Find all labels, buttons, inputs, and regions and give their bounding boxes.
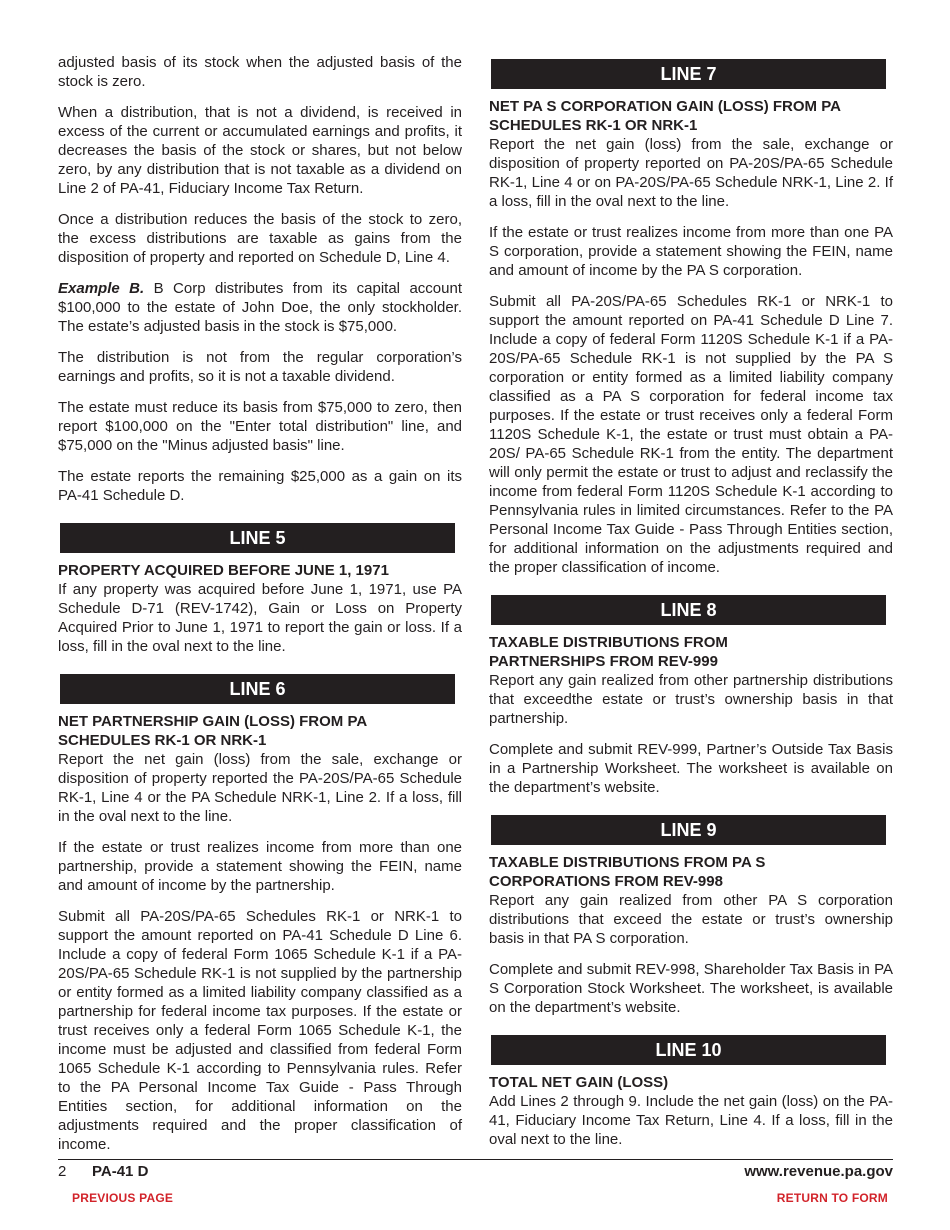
- body-paragraph: Complete and submit REV-999, Partner’s Outside Tax Basis in a Partnership Worksheet. The worksheet is available on the department’s website.: [489, 741, 893, 796]
- body-paragraph: adjusted basis of its stock when the adjusted basis of the stock is zero.: [58, 54, 462, 90]
- body-paragraph: The estate reports the remaining $25,000 as a gain on its PA-41 Schedule D.: [58, 468, 462, 504]
- left-column: [58, 53, 462, 1166]
- body-paragraph: If the estate or trust realizes income from more than one PA S corporation, provide a statement showing the FEIN, name and amount of income by the PA S corporation.: [489, 224, 893, 279]
- body-paragraph: If the estate or trust realizes income from more than one partnership, provide a statement showing the FEIN, name and amount of income by the partnership.: [58, 839, 462, 894]
- footer-rule: [58, 1159, 893, 1160]
- line-10-subhead: TOTAL NET GAIN (LOSS): [489, 1074, 669, 1091]
- line-6-subhead-1: NET PARTNERSHIP GAIN (LOSS) FROM PA: [58, 713, 368, 730]
- line-10-heading: LINE 10: [491, 1035, 886, 1065]
- body-paragraph: Add Lines 2 through 9. Include the net gain (loss) on the PA-41, Fiduciary Income Tax Return, Line 4. If a loss, fill in the oval next to the line.: [489, 1093, 893, 1148]
- line-6-heading: LINE 6: [60, 674, 455, 704]
- example-paragraph: [58, 279, 462, 336]
- body-paragraph: The distribution is not from the regular corporation’s earnings and profits, so it is not a taxable dividend.: [58, 349, 462, 385]
- page-number: 2: [58, 1163, 67, 1180]
- line-5-heading: LINE 5: [60, 523, 455, 553]
- previous-page-link[interactable]: PREVIOUS PAGE: [72, 1191, 174, 1205]
- form-name: PA-41 D: [92, 1163, 149, 1180]
- line-9-subhead-2: CORPORATIONS FROM REV-998: [489, 873, 723, 890]
- body-paragraph: When a distribution, that is not a dividend, is received in excess of the current or accumulated earnings and profits, it decreases the basis of the stock or shares, but not below zero, by any distribution that is not taxable as a dividend on Line 2 of PA-41, Fiduciary Income Tax Return.: [58, 104, 462, 197]
- body-paragraph: Report the net gain (loss) from the sale, exchange or disposition of property reported on PA-20S/PA-65 Schedule RK-1, Line 4 or on PA-20S/PA-65 Schedule NRK-1, Line 2. If a loss, fill in the oval next to the line.: [489, 136, 893, 210]
- line-5-subhead: PROPERTY ACQUIRED BEFORE JUNE 1, 1971: [58, 562, 389, 579]
- example-text: B Corp distributes from its capital account $100,000 to the estate of John Doe, the only stockholder. The estate’s adjusted basis in the stock is $75,000.: [58, 280, 462, 335]
- right-column: [489, 59, 893, 1161]
- body-paragraph: Report any gain realized from other partnership distributions that exceedthe estate or trust’s ownership basis in that partnership.: [489, 672, 893, 727]
- line-7-subhead-1: NET PA S CORPORATION GAIN (LOSS) FROM PA: [489, 98, 841, 115]
- example-label: Example B.: [58, 280, 145, 297]
- line-7-heading: LINE 7: [491, 59, 886, 89]
- line-9-heading: LINE 9: [491, 815, 886, 845]
- line-8-heading: LINE 8: [491, 595, 886, 625]
- website-url: www.revenue.pa.gov: [744, 1163, 893, 1180]
- footer: [58, 1162, 893, 1181]
- body-paragraph: Submit all PA-20S/PA-65 Schedules RK-1 or NRK-1 to support the amount reported on PA-41 Schedule D Line 6. Include a copy of federal Form 1065 Schedule K-1 if a PA-20S/PA-65 Schedule RK-1 is not supplied by the partnership or entity formed as a limited liability company classified as a partnership for federal income tax purposes. If the estate or trust receives only a federal Form 1065 Schedule K-1, the income must be adjusted and classified from federal Form 1065 Schedule K-1 according to Pennsylvania rules. Refer to the PA Personal Income Tax Guide - Pass Through Entities section, for additional information on the adjustments required and the proper classification of income.: [58, 908, 462, 1153]
- body-paragraph: Complete and submit REV-998, Shareholder Tax Basis in PA S Corporation Stock Worksheet. The worksheet, is available on the department’s website.: [489, 961, 893, 1016]
- line-8-subhead-1: TAXABLE DISTRIBUTIONS FROM: [489, 634, 728, 651]
- line-9-subhead-1: TAXABLE DISTRIBUTIONS FROM PA S: [489, 854, 766, 871]
- body-paragraph: Report any gain realized from other PA S corporation distributions that exceed the estate or trust’s ownership basis in that PA S corporation.: [489, 892, 893, 947]
- line-8-subhead-2: PARTNERSHIPS FROM REV-999: [489, 653, 718, 670]
- body-paragraph: Once a distribution reduces the basis of the stock to zero, the excess distributions are taxable as gains from the disposition of property and reported on Schedule D, Line 4.: [58, 211, 462, 266]
- body-paragraph: Submit all PA-20S/PA-65 Schedules RK-1 or NRK-1 to support the amount reported on PA-41 Schedule D Line 7. Include a copy of federal Form 1120S Schedule K-1 if a PA-20S/PA-65 Schedule RK-1 is not supplied by the PA S corporation or entity formed as a limited liability company classified as a PA S corporation for federal income tax purposes. If the estate or trust receives only a federal Form 1120S Schedule K-1, the estate or trust must obtain a PA-20S/ PA-65 Schedule RK-1 from the entity. The department will only permit the estate or trust to adjust and reclassify the income from federal Form 1120S Schedule K-1 according to Pennsylvania rules in limited circumstances. Refer to the PA Personal Income Tax Guide - Pass Through Entities section, for additional information on the adjustments required and the proper classification of income.: [489, 293, 893, 576]
- line-6-subhead-2: SCHEDULES RK-1 OR NRK-1: [58, 732, 267, 749]
- line-7-subhead-2: SCHEDULES RK-1 OR NRK-1: [489, 117, 698, 134]
- body-paragraph: Report the net gain (loss) from the sale, exchange or disposition of property reported the PA-20S/PA-65 Schedule RK-1, Line 4 or the PA Schedule NRK-1, Line 2. If a loss, fill in the oval next to the line.: [58, 751, 462, 825]
- body-paragraph: The estate must reduce its basis from $75,000 to zero, then report $100,000 on the "Enter total distribution" line, and $75,000 on the "Minus adjusted basis" line.: [58, 399, 462, 454]
- return-to-form-link[interactable]: RETURN TO FORM: [776, 1191, 888, 1205]
- body-paragraph: If any property was acquired before June 1, 1971, use PA Schedule D-71 (REV-1742), Gain or Loss on Property Acquired Prior to June 1, 1971 to report the gain or loss. If a loss, fill in the oval next to the line.: [58, 581, 462, 655]
